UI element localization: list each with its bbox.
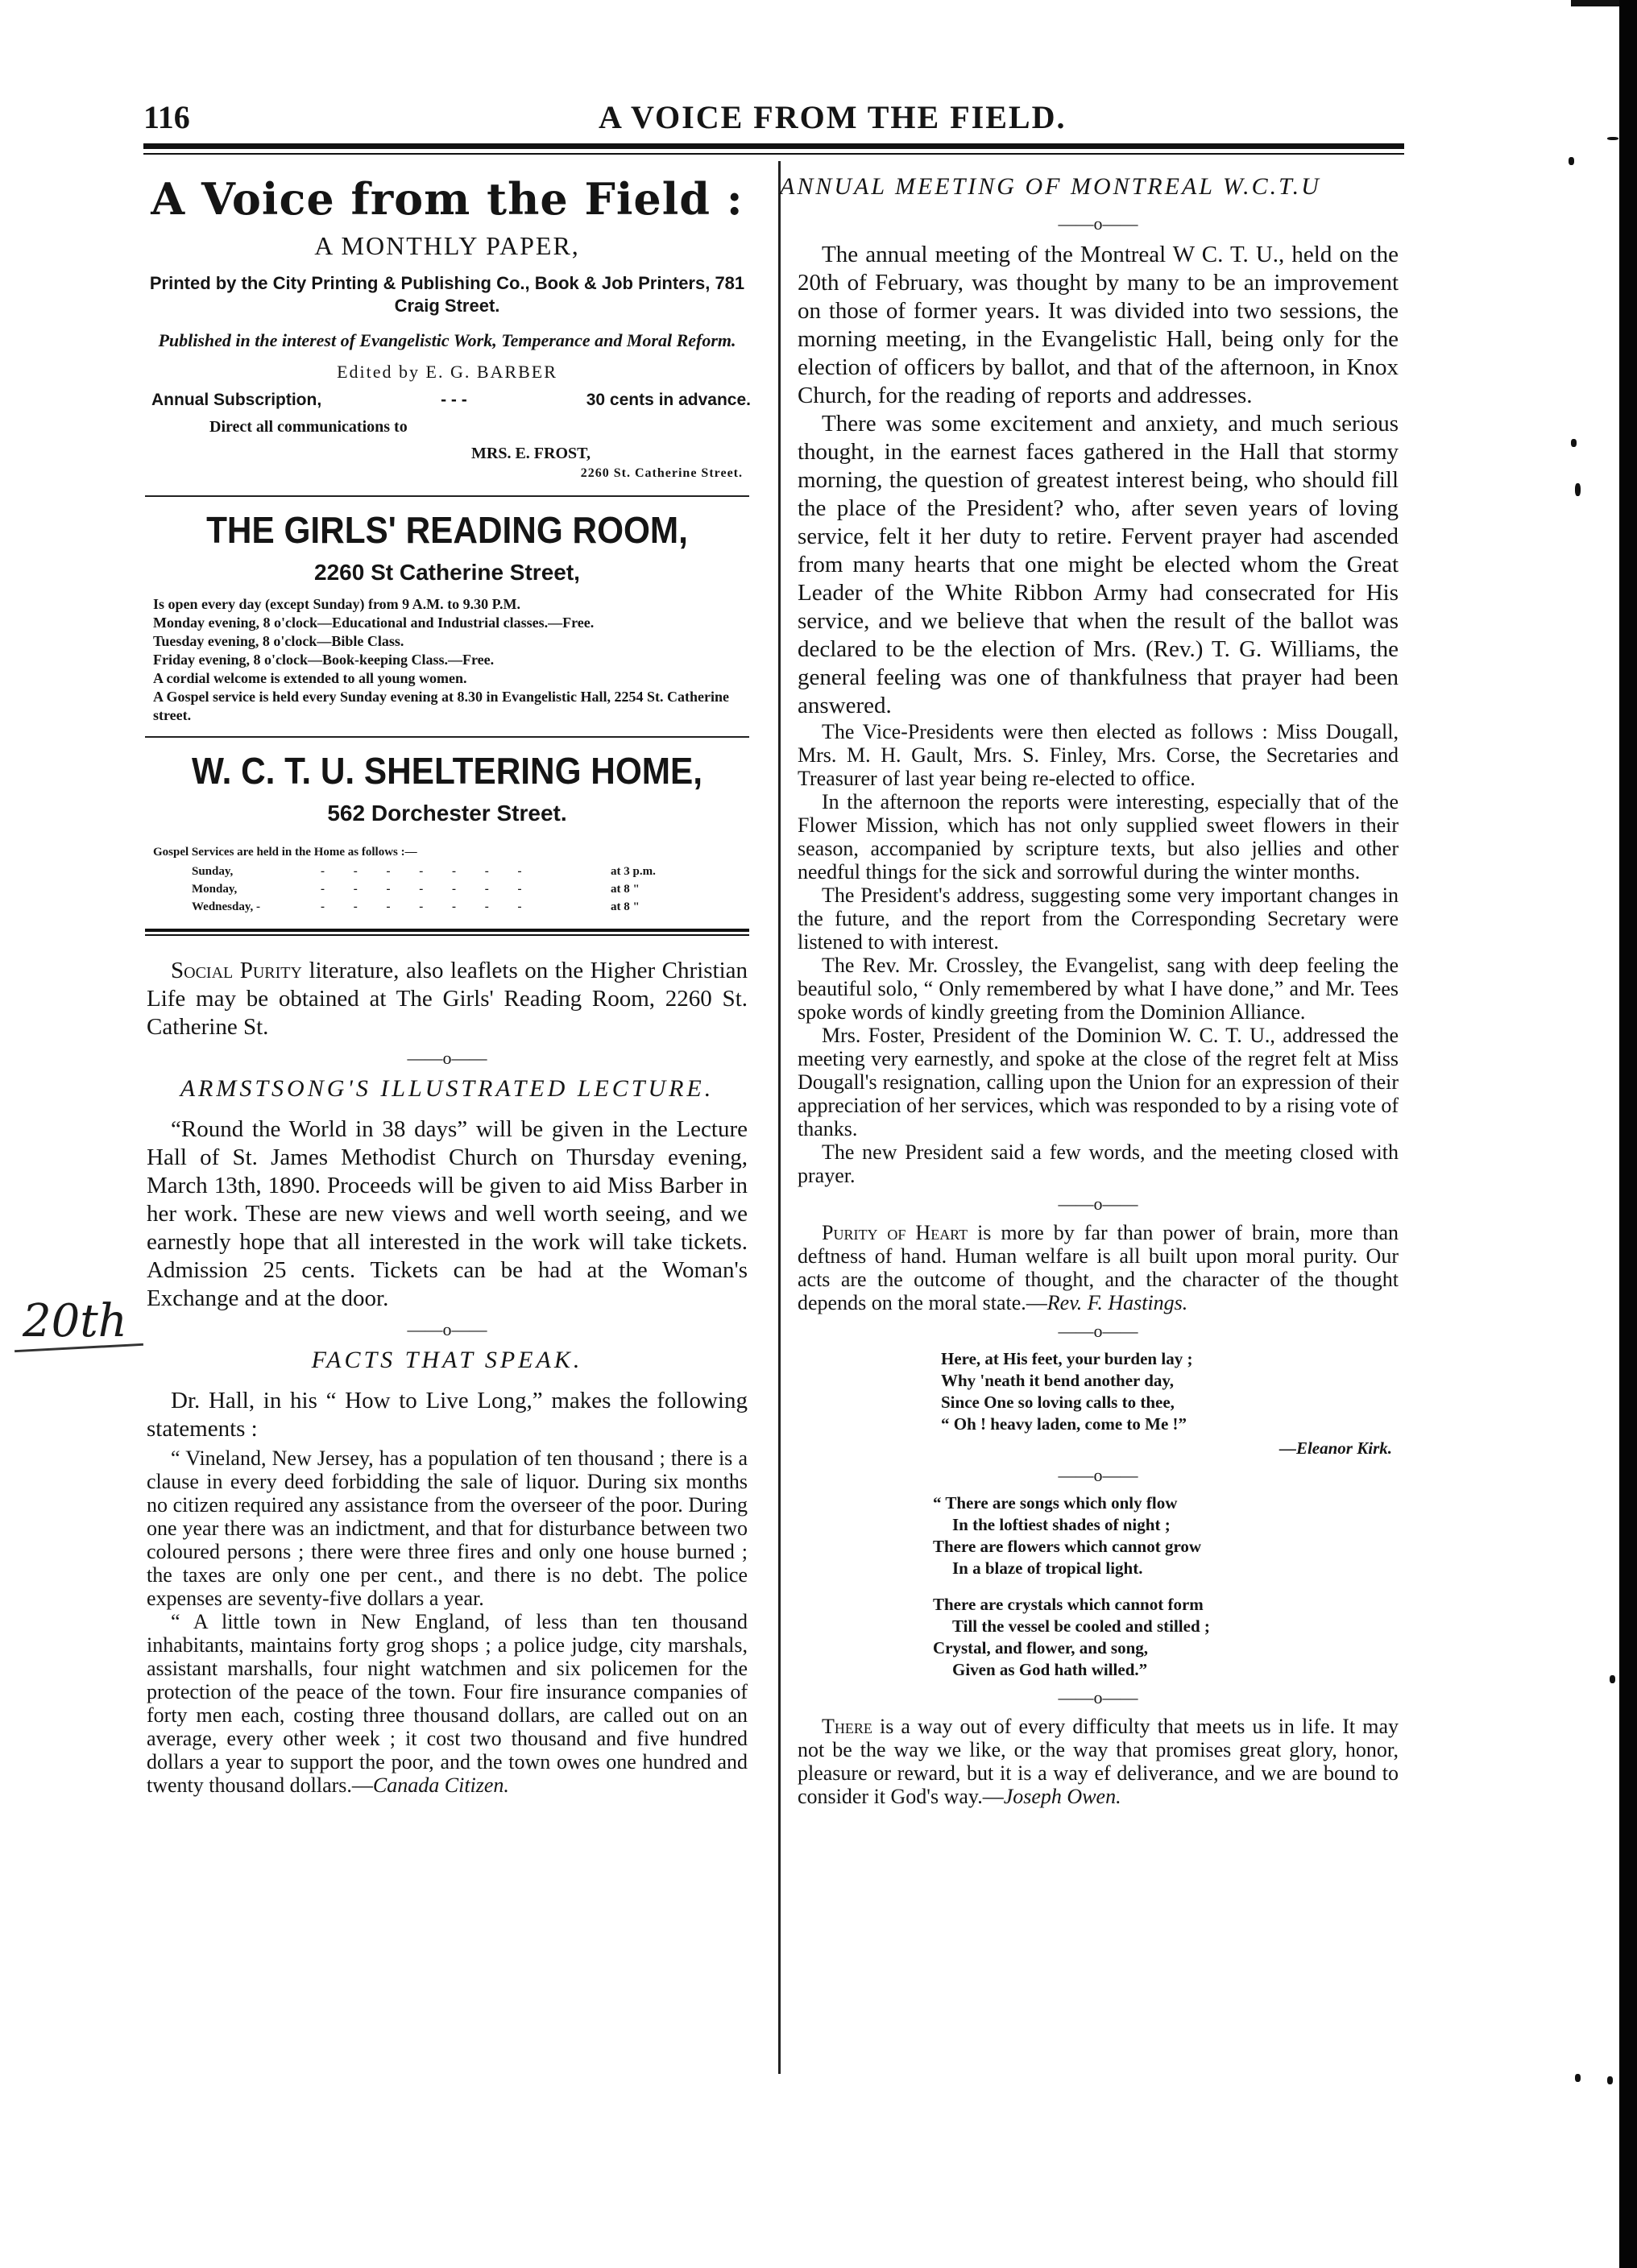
scan-speck bbox=[1575, 2074, 1581, 2082]
header-rule bbox=[143, 143, 1404, 149]
masthead-subtitle: A MONTHLY PAPER, bbox=[314, 231, 580, 260]
scan-border-top bbox=[1571, 0, 1619, 6]
poem-1 bbox=[780, 1348, 1416, 1435]
section-divider: ——o—— bbox=[1058, 1687, 1138, 1707]
girls-room-line: Friday evening, 8 o'clock—Book-keeping Class.—Free. bbox=[153, 652, 495, 668]
section-rule-double bbox=[145, 929, 749, 936]
social-purity-lead: Social Purity bbox=[171, 958, 302, 983]
service-day: Monday, bbox=[192, 883, 238, 896]
right-column bbox=[780, 165, 1416, 1808]
wctu-paragraph: The new President said a few words, and the meeting closed with prayer. bbox=[798, 1140, 1399, 1187]
wctu-paragraph: The Rev. Mr. Crossley, the Evangelist, sang with deep feeling the beautiful solo, “ Only remembered by what I have done,” and Mr. Tees spoke words of kindly greeting from the Dominion Alliance. bbox=[798, 954, 1399, 1024]
gospel-services-lead: Gospel Services are held in the Home as follows :— bbox=[153, 846, 417, 859]
girls-room-line: Tuesday evening, 8 o'clock—Bible Class. bbox=[153, 633, 404, 649]
scan-speck bbox=[1569, 157, 1574, 165]
sheltering-home-street: 562 Dorchester Street. bbox=[327, 801, 567, 826]
wctu-paragraph: The annual meeting of the Montreal W C. T. U., held on the 20th of February, was thought by many to be an improvement on those of former years. It was divided into two sessions, the morning meeting, in the Evangelistic Hall, being only for the election of officers by ballot, and that of the afternoon, in Knox Church, for the reading of reports and addresses. bbox=[798, 242, 1399, 408]
girls-room-line: A Gospel service is held every Sunday evening at 8.30 in Evangelistic Hall, 2254 St. Catherine street. bbox=[153, 689, 729, 723]
poem-line: There are flowers which cannot grow bbox=[933, 1537, 1202, 1556]
poem-2 bbox=[780, 1492, 1416, 1681]
poem-line: In a blaze of tropical light. bbox=[952, 1558, 1143, 1578]
difficulty-paragraph bbox=[780, 1715, 1416, 1808]
masthead-title: A Voice from the Field : bbox=[151, 173, 744, 225]
handwritten-annotation: 20th bbox=[23, 1295, 127, 1347]
poem-1-attribution: —Eleanor Kirk. bbox=[1279, 1438, 1392, 1458]
subscription-line bbox=[129, 391, 765, 410]
service-dots: - - - - - - - bbox=[321, 900, 535, 913]
facts-intro: Dr. Hall, in his “ How to Live Long,” makes the following statements : bbox=[147, 1388, 748, 1442]
service-row bbox=[129, 880, 765, 898]
scan-speck bbox=[1607, 2076, 1613, 2084]
facts-paragraph bbox=[129, 1610, 765, 1797]
left-column bbox=[129, 165, 765, 1797]
subscription-dots: - - - bbox=[441, 391, 467, 409]
subscription-label: Annual Subscription, bbox=[151, 391, 322, 409]
wctu-meeting-title: ANNUAL MEETING OF MONTREAL W.C.T.U bbox=[780, 173, 1321, 200]
scan-speck bbox=[1575, 483, 1581, 496]
section-divider: ——o—— bbox=[1058, 1321, 1138, 1341]
wctu-paragraph: The Vice-Presidents were then elected as follows : Miss Dougall, Mrs. M. H. Gault, Mrs. S. Finley, Mrs. Corse, the Secretaries and Treasurer of last year being re-elected to office. bbox=[798, 720, 1399, 790]
wctu-paragraph: Mrs. Foster, President of the Dominion W. C. T. U., addressed the meeting very earnestly, and spoke at the close of the regret felt at Miss Dougall's resignation, calling upon the Union for an expression of their appreciation of her services, which was responded to by a rising vote of thanks. bbox=[798, 1024, 1399, 1140]
girls-room-line: A cordial welcome is extended to all young women. bbox=[153, 670, 467, 686]
direct-communications: Direct all communications to bbox=[209, 418, 408, 436]
armstrong-title: ARMSTSONG'S ILLUSTRATED LECTURE. bbox=[180, 1075, 715, 1102]
header-rule-thin bbox=[143, 153, 1404, 155]
facts-paragraph: “ Vineland, New Jersey, has a population of ten thousand ; there is a clause in every deed forbidding the sale of liquor. During six months no citizen required any assistance from the overseer of the poor. During one year there was an indictment, and that for disturbance between two coloured persons ; there were three fires and only one house burned ; the taxes are only one per cent., and there is no debt. The police expenses are seventy-five dollars a year. bbox=[147, 1446, 748, 1610]
girls-room-line: Monday evening, 8 o'clock—Educational and Industrial classes.—Free. bbox=[153, 615, 595, 631]
service-dots: - - - - - - - bbox=[321, 865, 535, 878]
social-purity-paragraph bbox=[129, 957, 765, 1041]
girls-room-title: THE GIRLS' READING ROOM, bbox=[206, 509, 688, 551]
purity-heart-text: is more by far than power of brain, more than deftness of hand. Human welfare is all built upon moral purity. Our acts are the outcome of thought, and the character of the thought depends on the moral state.— bbox=[798, 1221, 1399, 1314]
section-divider: ——o—— bbox=[407, 1319, 487, 1339]
editor-line: Edited by E. G. BARBER bbox=[337, 362, 557, 382]
poem-line: Till the vessel be cooled and stilled ; bbox=[952, 1616, 1210, 1636]
difficulty-text: is a way out of every difficulty that meets us in life. It may not be the way we like, or the way that promises great glory, honor, pleasure or reward, but it is a way ef deliverance, and we are bound to consider it God's way.— bbox=[798, 1715, 1399, 1808]
poem-line: There are crystals which cannot form bbox=[933, 1595, 1204, 1614]
scan-border-right bbox=[1619, 0, 1637, 2268]
service-day: Wednesday, - bbox=[192, 900, 261, 913]
difficulty-source: Joseph Owen. bbox=[1003, 1785, 1121, 1808]
page-number: 116 bbox=[143, 99, 190, 135]
poem-line: “ There are songs which only flow bbox=[933, 1493, 1178, 1513]
scan-speck bbox=[1607, 137, 1618, 140]
service-time: at 8 " bbox=[611, 900, 640, 913]
section-rule bbox=[145, 736, 749, 738]
poem-line: In the loftiest shades of night ; bbox=[952, 1515, 1171, 1534]
wctu-paragraph: The President's address, suggesting some very important changes in the future, and the report from the Corresponding Secretary were listened to with interest. bbox=[798, 884, 1399, 954]
page-header bbox=[143, 90, 1404, 139]
facts-source: Canada Citizen. bbox=[372, 1773, 509, 1797]
service-time: at 3 p.m. bbox=[611, 865, 656, 878]
purity-heart-lead: Purity of Heart bbox=[822, 1221, 968, 1244]
subscription-price: 30 cents in advance. bbox=[586, 391, 751, 409]
wctu-paragraph: There was some excitement and anxiety, and much serious thought, in the earnest faces gathered in the Hall that stormy morning, the question of greatest interest being, who should fill the place of the President? who, after seven years of loving service, felt it her duty to retire. Fervent prayer had ascended from many hearts that one might be elected whom the Great Leader of the White Ribbon Army had consecrated for His service, and we believe that when the result of the ballot was declared to be the election of Mrs. (Rev.) T. G. Williams, the general feeling was one of thankfulness that prayer had been answered. bbox=[798, 411, 1399, 718]
poem-line: Given as God hath willed.” bbox=[952, 1660, 1148, 1679]
poem-line: Why 'neath it bend another day, bbox=[941, 1371, 1175, 1390]
section-divider: ——o—— bbox=[407, 1048, 487, 1068]
section-rule bbox=[145, 495, 749, 497]
service-row bbox=[129, 863, 765, 880]
social-purity-text: literature, also leaflets on the Higher Christian Life may be obtained at The Girls' Reading Room, 2260 St. Catherine St. bbox=[147, 958, 748, 1040]
facts-paragraph-text: “ A little town in New England, of less than ten thousand inhabitants, maintains forty grog shops ; a police judge, city marshals, assistant marshalls, four night watchmen and six policemen for the protection of the peace of the town. Four fire insurance companies of forty men each, costing three thousand dollars, are called out on an average, every other week ; it cost two thousand and five hundred dollars a year to support the poor, and the town owes one hundred and twenty thousand dollars.— bbox=[147, 1610, 748, 1797]
printer-line: Printed by the City Printing & Publishing Co., Book & Job Printers, 781 Craig Street. bbox=[149, 273, 745, 316]
address-name: MRS. E. FROST, bbox=[471, 445, 591, 462]
published-line: Published in the interest of Evangelistic Work, Temperance and Moral Reform. bbox=[158, 330, 736, 350]
service-dots: - - - - - - - bbox=[321, 883, 535, 896]
difficulty-lead: There bbox=[822, 1715, 872, 1738]
poem-line: Since One so loving calls to thee, bbox=[941, 1393, 1175, 1412]
purity-heart-source: Rev. F. Hastings. bbox=[1046, 1291, 1188, 1314]
poem-line: Here, at His feet, your burden lay ; bbox=[941, 1349, 1193, 1368]
scan-speck bbox=[1610, 1675, 1615, 1683]
service-time: at 8 " bbox=[611, 883, 640, 896]
running-title: A VOICE FROM THE FIELD. bbox=[599, 99, 1067, 135]
girls-room-details bbox=[129, 595, 765, 725]
section-divider: ——o—— bbox=[1058, 1194, 1138, 1214]
purity-heart-paragraph bbox=[780, 1221, 1416, 1314]
service-row bbox=[129, 898, 765, 916]
scan-speck bbox=[1571, 439, 1577, 447]
sheltering-home-title: W. C. T. U. SHELTERING HOME, bbox=[191, 750, 703, 792]
address-street: 2260 St. Catherine Street. bbox=[580, 466, 743, 480]
section-divider: ——o—— bbox=[1058, 213, 1138, 234]
wctu-paragraph: In the afternoon the reports were interesting, especially that of the Flower Mission, which has not only supplied sweet flowers in their season, accompanied by scripture texts, but also jellies and other needful things for the sick and sorrowful during the winter months. bbox=[798, 790, 1399, 884]
stanza-gap bbox=[933, 1579, 1416, 1594]
poem-line: “ Oh ! heavy laden, come to Me !” bbox=[941, 1414, 1187, 1434]
armstrong-text: “Round the World in 38 days” will be given in the Lecture Hall of St. James Methodist Church on Thursday evening, March 13th, 1890. Proceeds will be given to aid Miss Barber in her work. These are new views and well worth seeing, and we earnestly hope that all interested in the work will take tickets. Admission 25 cents. Tickets can be had at the Woman's Exchange and at the door. bbox=[147, 1116, 748, 1311]
service-day: Sunday, bbox=[192, 865, 234, 878]
girls-room-line: Is open every day (except Sunday) from 9 A.M. to 9.30 P.M. bbox=[153, 596, 520, 612]
facts-title: FACTS THAT SPEAK. bbox=[311, 1347, 583, 1373]
girls-room-street: 2260 St Catherine Street, bbox=[314, 560, 580, 585]
section-divider: ——o—— bbox=[1058, 1465, 1138, 1485]
poem-line: Crystal, and flower, and song, bbox=[933, 1638, 1149, 1658]
